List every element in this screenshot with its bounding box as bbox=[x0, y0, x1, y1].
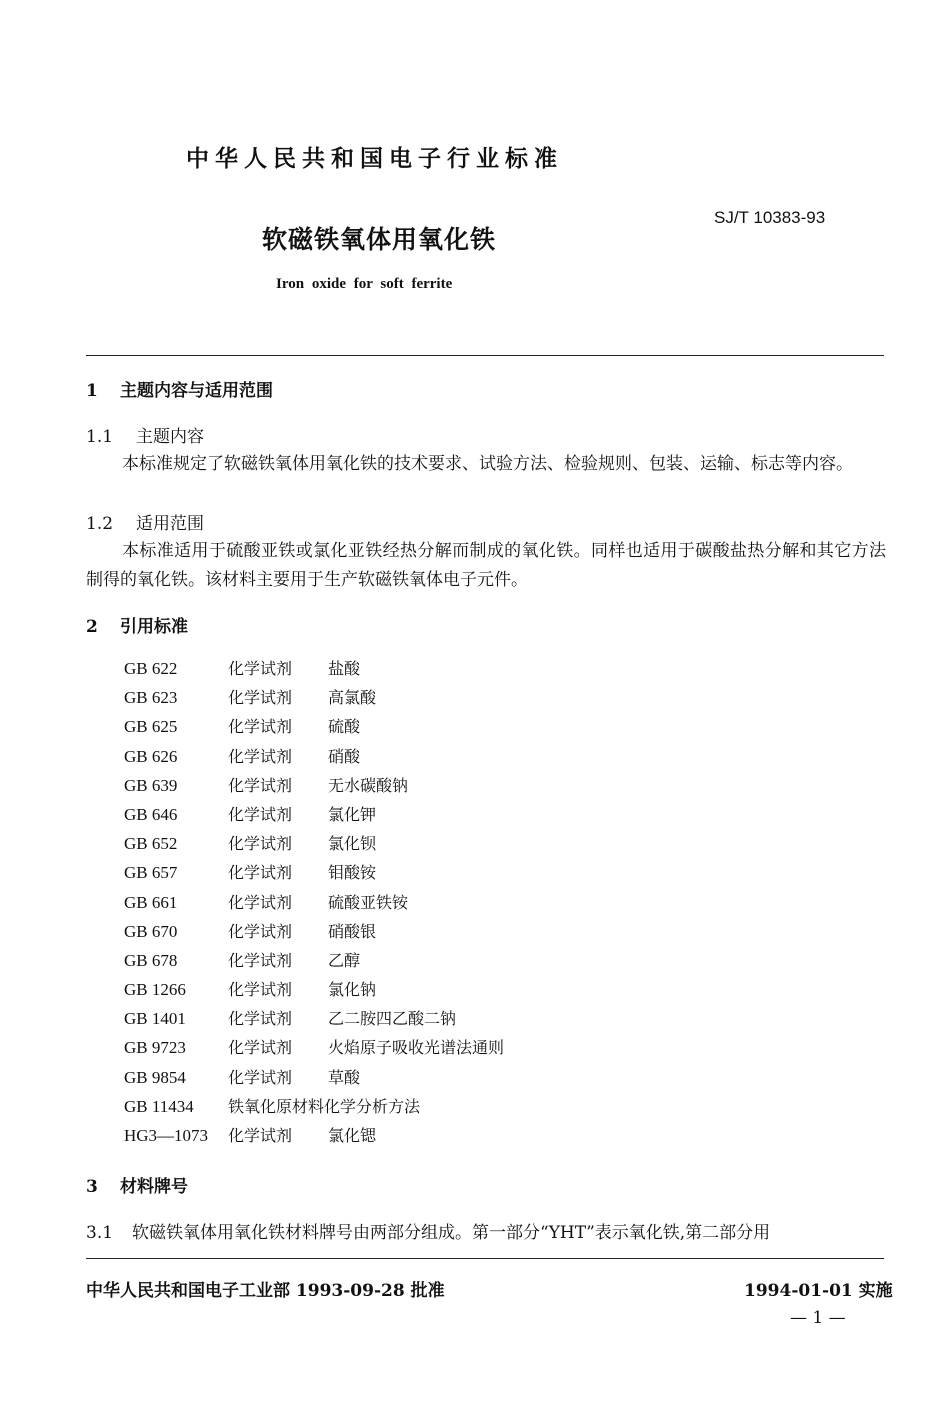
reference-category: 化学试剂 bbox=[228, 950, 293, 970]
reference-code: GB 678 bbox=[124, 950, 178, 970]
document-title-english: Iron oxide for soft ferrite bbox=[276, 276, 453, 292]
reference-row bbox=[124, 888, 504, 917]
reference-code: GB 626 bbox=[124, 746, 178, 766]
reference-code: GB 625 bbox=[124, 717, 178, 737]
reference-row bbox=[124, 917, 504, 946]
reference-category: 化学试剂 bbox=[228, 1038, 293, 1058]
section-title: 主题内容与适用范围 bbox=[120, 381, 273, 401]
subsection-title: 适用范围 bbox=[136, 514, 204, 534]
reference-row bbox=[124, 858, 504, 887]
reference-row bbox=[124, 975, 504, 1004]
reference-code: GB 623 bbox=[124, 688, 178, 708]
reference-category: 化学试剂 bbox=[228, 746, 293, 766]
document-title-chinese: 软磁铁氧体用氧化铁 bbox=[262, 225, 497, 254]
reference-name: 钼酸铵 bbox=[328, 863, 377, 883]
reference-row bbox=[124, 1092, 504, 1121]
reference-category: 化学试剂 bbox=[228, 921, 293, 941]
reference-row bbox=[124, 771, 504, 800]
reference-category: 化学试剂 bbox=[228, 1067, 293, 1087]
reference-name: 氯化钾 bbox=[328, 804, 377, 824]
reference-row bbox=[124, 946, 504, 975]
effective-date: 1994-01-01 实施 bbox=[744, 1281, 893, 1301]
reference-name: 盐酸 bbox=[328, 659, 361, 678]
section-1-heading bbox=[86, 376, 273, 401]
reference-name: 硝酸银 bbox=[328, 921, 377, 941]
reference-category: 化学试剂 bbox=[228, 863, 293, 883]
section-2-heading bbox=[86, 612, 188, 637]
approval-statement: 中华人民共和国电子工业部 1993-09-28 批准 bbox=[86, 1281, 445, 1301]
reference-row bbox=[124, 742, 504, 771]
section-3-1-line bbox=[86, 1218, 886, 1243]
issuing-organization: 中华人民共和国电子行业标准 bbox=[186, 145, 563, 172]
reference-code: GB 639 bbox=[124, 775, 178, 795]
reference-category: 化学试剂 bbox=[228, 980, 293, 1000]
reference-name: 硫酸亚铁铵 bbox=[328, 892, 409, 912]
reference-code: GB 622 bbox=[124, 659, 178, 678]
header-divider bbox=[86, 355, 884, 356]
reference-code: GB 1266 bbox=[124, 980, 186, 1000]
reference-category: 化学试剂 bbox=[228, 834, 293, 854]
reference-code: GB 652 bbox=[124, 834, 178, 854]
subsection-text: 软磁铁氧体用氧化铁材料牌号由两部分组成。第一部分“YHT”表示氧化铁,第二部分用 bbox=[132, 1223, 771, 1243]
reference-name: 氯化钠 bbox=[328, 980, 377, 1000]
section-number: 2 bbox=[86, 617, 98, 637]
section-3-heading bbox=[86, 1172, 188, 1197]
reference-row bbox=[124, 712, 504, 741]
referenced-standards-list bbox=[124, 654, 504, 1150]
reference-name: 火焰原子吸收光谱法通则 bbox=[328, 1038, 505, 1058]
reference-row bbox=[124, 683, 504, 712]
reference-code: GB 657 bbox=[124, 863, 178, 883]
subsection-number: 1.1 bbox=[86, 427, 114, 447]
section-1-1-paragraph: 本标准规定了软磁铁氧体用氧化铁的技术要求、试验方法、检验规则、包装、运输、标志等内容。 bbox=[122, 454, 853, 474]
reference-code: HG3—1073 bbox=[124, 1126, 209, 1145]
reference-row bbox=[124, 654, 504, 683]
reference-code: GB 661 bbox=[124, 892, 178, 912]
subsection-title: 主题内容 bbox=[136, 427, 204, 447]
reference-code: GB 646 bbox=[124, 804, 178, 824]
subsection-number: 3.1 bbox=[86, 1223, 114, 1243]
reference-name: 草酸 bbox=[328, 1067, 361, 1087]
standard-code: SJ/T 10383-93 bbox=[714, 208, 826, 227]
section-number: 1 bbox=[86, 381, 98, 401]
section-title: 材料牌号 bbox=[120, 1177, 188, 1197]
subsection-number: 1.2 bbox=[86, 514, 114, 534]
reference-category: 化学试剂 bbox=[228, 1126, 293, 1145]
reference-name: 氯化钡 bbox=[328, 834, 377, 854]
section-1-1-heading bbox=[86, 422, 204, 447]
reference-name: 铁氧化原材料化学分析方法 bbox=[228, 1096, 421, 1116]
reference-category: 化学试剂 bbox=[228, 804, 293, 824]
reference-category: 化学试剂 bbox=[228, 659, 293, 678]
reference-name: 高氯酸 bbox=[328, 688, 377, 708]
reference-row bbox=[124, 1121, 504, 1150]
reference-category: 化学试剂 bbox=[228, 717, 293, 737]
reference-row bbox=[124, 829, 504, 858]
reference-code: GB 9723 bbox=[124, 1038, 186, 1058]
reference-code: GB 11434 bbox=[124, 1096, 194, 1116]
reference-code: GB 670 bbox=[124, 921, 178, 941]
reference-code: GB 9854 bbox=[124, 1067, 186, 1087]
reference-name: 乙二胺四乙酸二钠 bbox=[328, 1009, 457, 1029]
reference-name: 无水碳酸钠 bbox=[328, 775, 409, 795]
reference-row bbox=[124, 1063, 504, 1092]
section-title: 引用标准 bbox=[120, 617, 188, 637]
reference-name: 硫酸 bbox=[328, 717, 361, 737]
reference-name: 硝酸 bbox=[328, 746, 361, 766]
reference-row bbox=[124, 800, 504, 829]
reference-name: 氯化锶 bbox=[328, 1126, 377, 1145]
section-1-2-paragraph: 本标准适用于硫酸亚铁或氯化亚铁经热分解而制成的氧化铁。同样也适用于碳酸盐热分解和其它方法制得的氧化铁。该材料主要用于生产软磁铁氧体电子元件。 bbox=[86, 541, 886, 590]
reference-category: 化学试剂 bbox=[228, 892, 293, 912]
reference-row bbox=[124, 1033, 504, 1062]
footer-divider bbox=[86, 1258, 884, 1259]
section-number: 3 bbox=[86, 1177, 98, 1197]
reference-code: GB 1401 bbox=[124, 1009, 186, 1029]
reference-name: 乙醇 bbox=[328, 950, 361, 970]
page-number: — 1 — bbox=[790, 1308, 846, 1328]
section-1-2-heading bbox=[86, 509, 204, 534]
reference-category: 化学试剂 bbox=[228, 688, 293, 708]
reference-row bbox=[124, 1004, 504, 1033]
reference-category: 化学试剂 bbox=[228, 775, 293, 795]
reference-category: 化学试剂 bbox=[228, 1009, 293, 1029]
